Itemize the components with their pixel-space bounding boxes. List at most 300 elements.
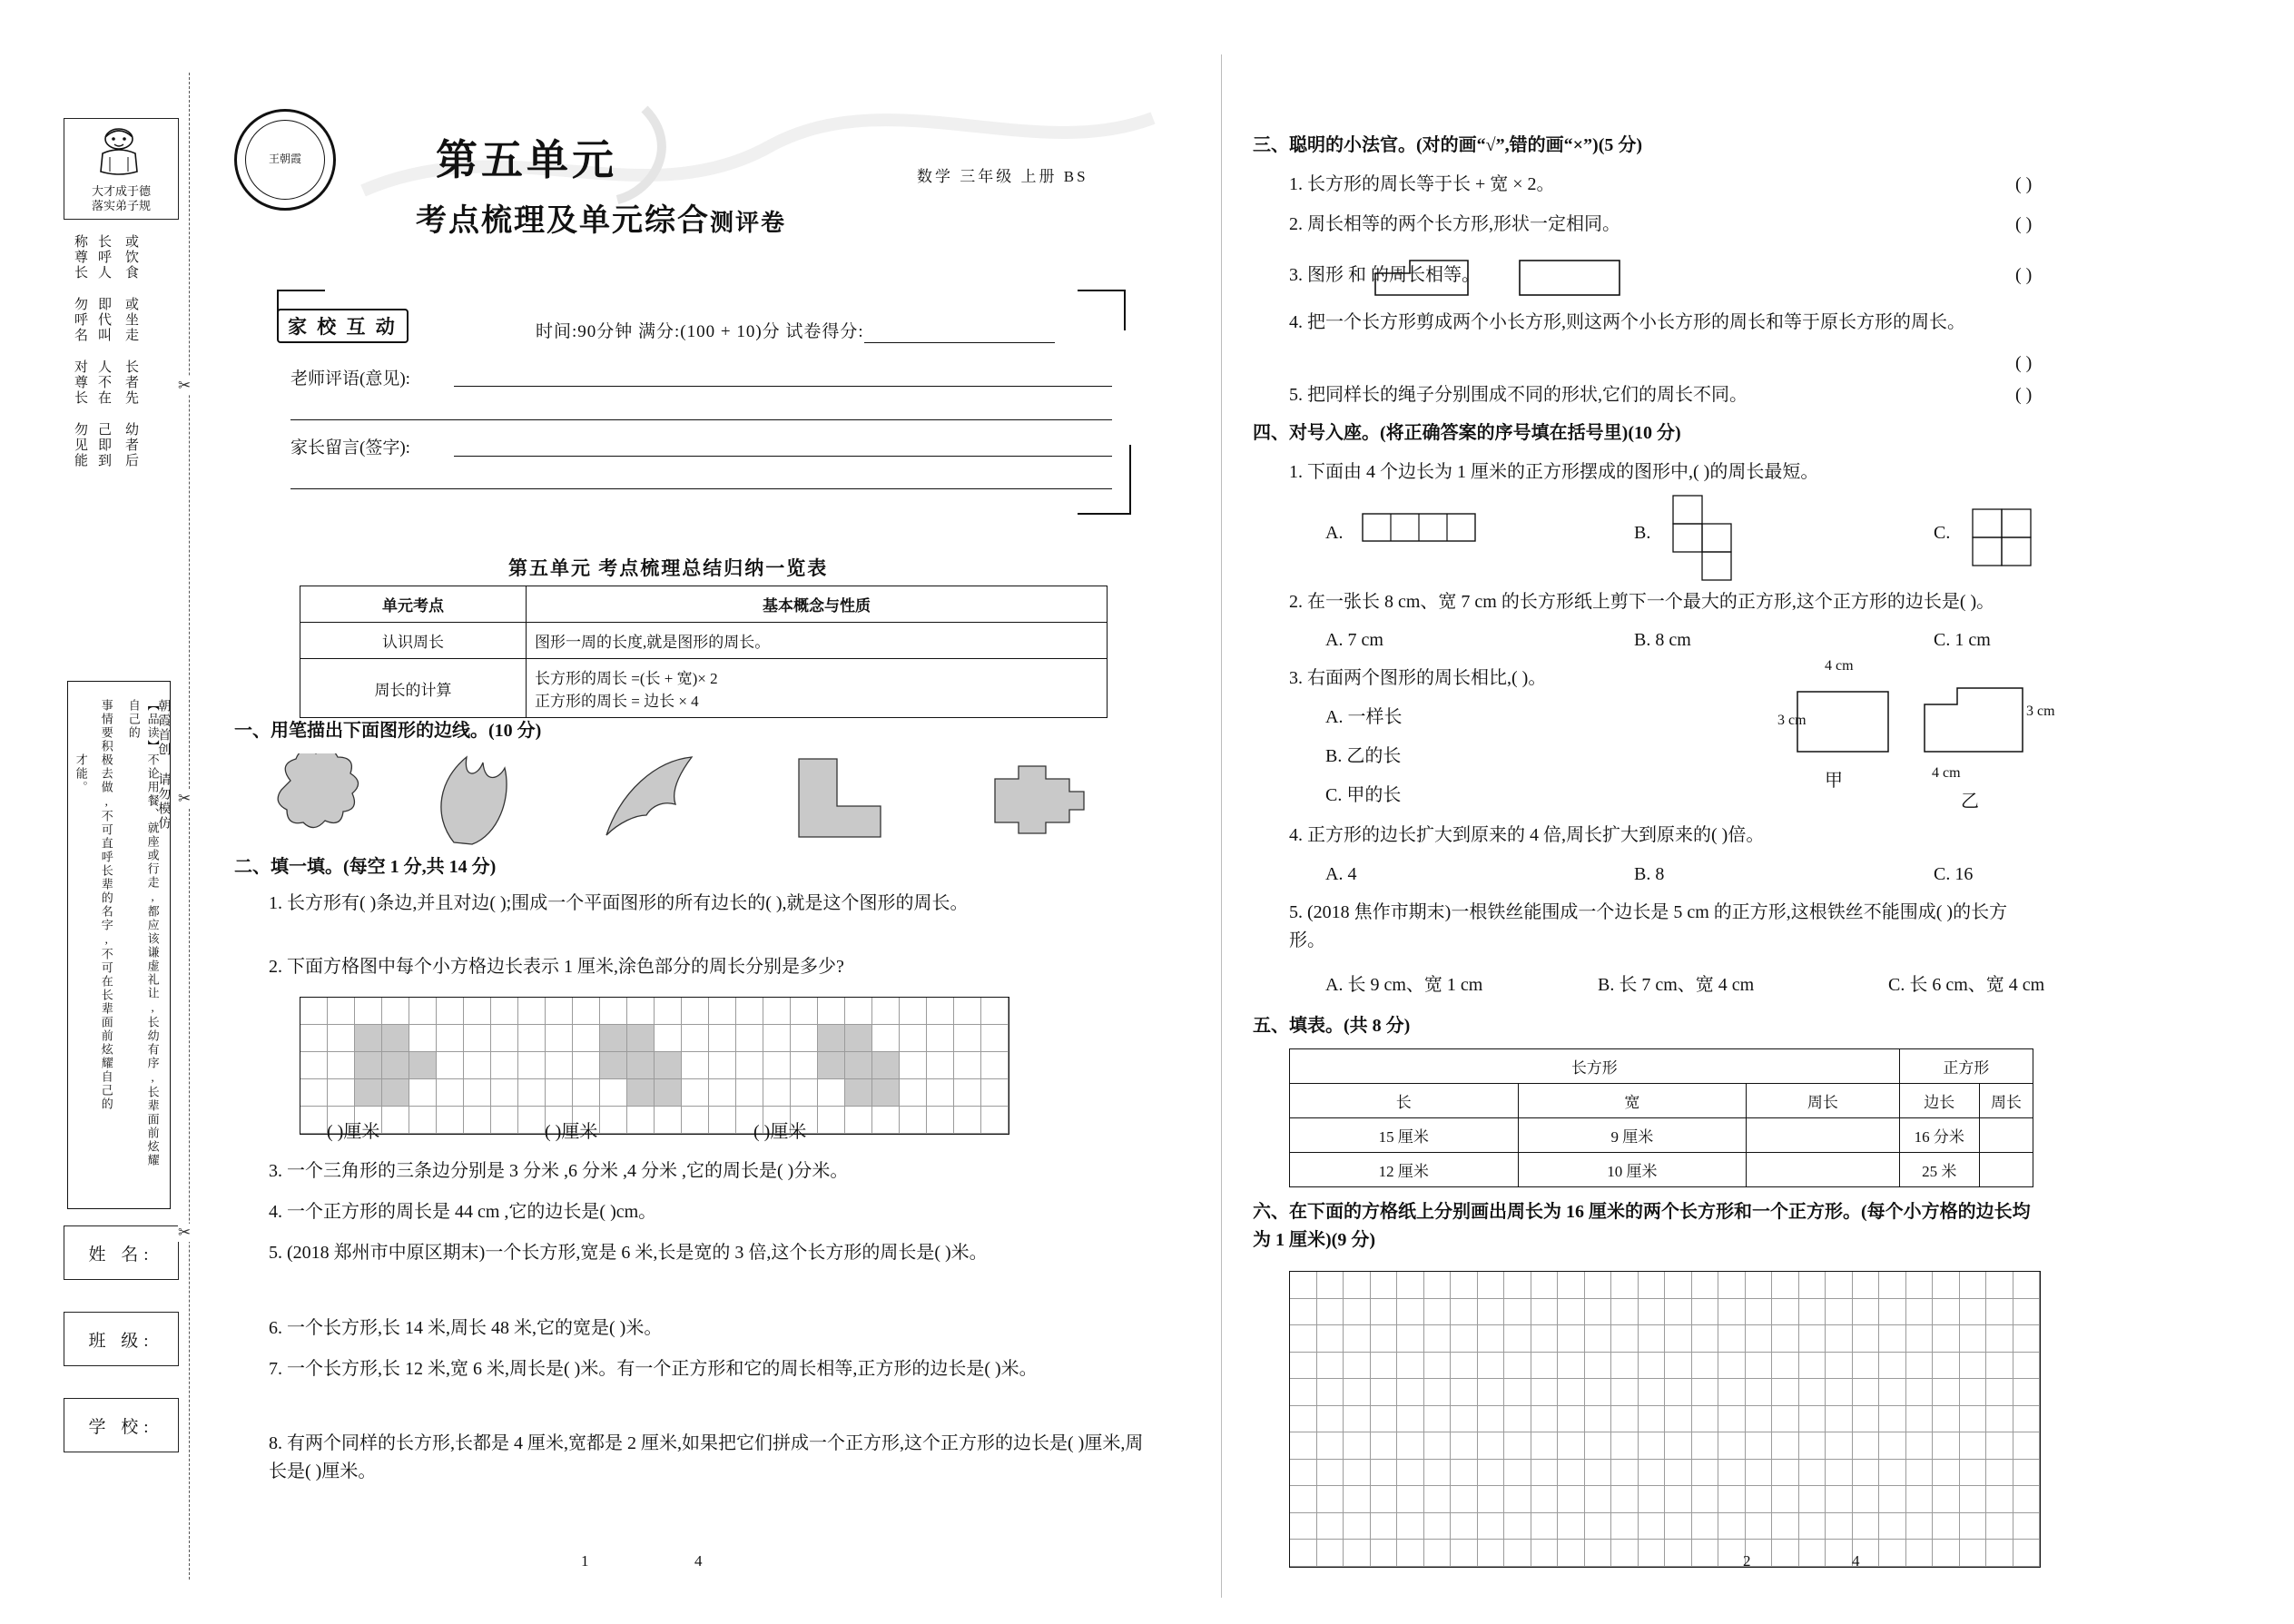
table-row xyxy=(1290,1153,2033,1187)
grid-cell xyxy=(1424,1513,1452,1540)
grid-cell xyxy=(709,1052,736,1079)
grid-cell xyxy=(655,1025,682,1052)
teacher-comment-label: 老师评语(意见): xyxy=(290,369,410,389)
strip-quote-frame xyxy=(67,681,171,1209)
grid-cell xyxy=(1933,1353,1960,1380)
grid-cell xyxy=(627,1025,655,1052)
grid-cell xyxy=(1933,1325,1960,1353)
sec4-q3-opt-c[interactable]: C. 甲的长 xyxy=(1325,785,1402,805)
teacher-comment-line-1[interactable] xyxy=(454,386,1112,387)
grid-cell xyxy=(1906,1432,1934,1460)
grid-cell xyxy=(1290,1432,1317,1460)
grid-cell xyxy=(1478,1272,1505,1299)
col-header-width: 宽 xyxy=(1518,1084,1747,1118)
grid-cell xyxy=(1986,1353,2013,1380)
grid-cell xyxy=(1317,1406,1344,1433)
grid-cell xyxy=(791,998,818,1025)
grid-cell xyxy=(791,1025,818,1052)
scissors-icon: ✂ xyxy=(178,1224,192,1241)
grid-cell xyxy=(1504,1353,1531,1380)
grid-cell xyxy=(1558,1272,1585,1299)
grid-cell xyxy=(2013,1353,2041,1380)
grid-cell xyxy=(1397,1406,1424,1433)
grid-cell xyxy=(464,998,491,1025)
sec4-q3: 3. 右面两个图形的周长相比,( )。 xyxy=(1289,668,1547,688)
corner-ornament xyxy=(1076,436,1139,517)
grid-cell xyxy=(1344,1406,1371,1433)
r2c5[interactable] xyxy=(1979,1153,2033,1187)
sec4-q4-opt-a[interactable]: A. 4 xyxy=(1325,864,1357,884)
grid-cell xyxy=(1451,1486,1478,1513)
grid-cell xyxy=(1879,1513,1906,1540)
table-row xyxy=(1290,1049,2033,1084)
grid-cell xyxy=(1531,1272,1559,1299)
grid-cell xyxy=(1290,1540,1317,1567)
grid-cell xyxy=(655,1079,682,1107)
grid-cell xyxy=(1853,1353,1880,1380)
grid-cell xyxy=(954,1079,981,1107)
grid-cell xyxy=(1344,1325,1371,1353)
grid-cell xyxy=(1692,1379,1719,1406)
sec2-item-3: 3. 一个三角形的三条边分别是 3 分米 ,6 分米 ,4 分米 ,它的周长是( )分米。 xyxy=(269,1161,849,1181)
grid-cell xyxy=(1585,1272,1612,1299)
figure-yi-label-bottom: 4 cm xyxy=(1932,765,1961,781)
table-row xyxy=(1290,1118,2033,1153)
grid-cell xyxy=(1960,1406,1987,1433)
figure-jia-label-top: 4 cm xyxy=(1825,658,1854,674)
grid-cell xyxy=(1799,1299,1826,1326)
table-row xyxy=(300,586,1108,623)
grid-cell xyxy=(464,1052,491,1079)
grid-cell xyxy=(573,1052,600,1079)
r1c3[interactable] xyxy=(1747,1118,1899,1153)
grid-cell xyxy=(1371,1353,1398,1380)
grid-cell xyxy=(1879,1299,1906,1326)
grid-cell xyxy=(1799,1513,1826,1540)
grid-cell xyxy=(1290,1486,1317,1513)
r1c1: 15 厘米 xyxy=(1290,1118,1519,1153)
grid-cell xyxy=(1611,1353,1639,1380)
grid-cell xyxy=(1718,1353,1746,1380)
brand-seal xyxy=(234,109,336,211)
logo-caption: 大才成于德 落实弟子规 xyxy=(91,184,151,213)
grid-cell xyxy=(355,1079,382,1107)
sec3-bracket-5[interactable]: ( ) xyxy=(2015,385,2033,405)
grid-cell xyxy=(1746,1460,1773,1487)
grid-cell xyxy=(1665,1486,1692,1513)
field-name[interactable]: 姓 名: xyxy=(64,1225,179,1280)
grid-cell xyxy=(1986,1540,2013,1567)
grid-cell xyxy=(1317,1432,1344,1460)
grid-cell xyxy=(1611,1513,1639,1540)
grid-cell xyxy=(1772,1406,1799,1433)
grid-cell xyxy=(1906,1540,1934,1567)
grid-cell xyxy=(736,998,763,1025)
grid-cell xyxy=(1585,1460,1612,1487)
grid-cell xyxy=(2013,1513,2041,1540)
sec4-q5: 5. (2018 焦作市期末)一根铁丝能围成一个边长是 5 cm 的正方形,这根铁丝不能围成( )的长方形。 xyxy=(1289,902,2008,950)
grid-cell xyxy=(1692,1272,1719,1299)
grid-cell xyxy=(1344,1513,1371,1540)
grid-cell xyxy=(573,1079,600,1107)
field-school[interactable]: 学 校: xyxy=(64,1398,179,1452)
grid-cell xyxy=(845,998,872,1025)
grid-cell xyxy=(1504,1432,1531,1460)
r2c1: 12 厘米 xyxy=(1290,1153,1519,1187)
grid-cell xyxy=(1826,1513,1853,1540)
grid-cell xyxy=(709,1107,736,1134)
grid-cell xyxy=(1585,1406,1612,1433)
grid-cell xyxy=(1692,1513,1719,1540)
page-subtitle-main: 考点梳理及单元综合 xyxy=(416,204,710,238)
grid-cell xyxy=(1478,1353,1505,1380)
grid-cell xyxy=(1986,1513,2013,1540)
grid-cell xyxy=(1799,1353,1826,1380)
grid-cell xyxy=(1531,1432,1559,1460)
sec3-bracket-1[interactable]: ( ) xyxy=(2015,174,2033,194)
grid-cell xyxy=(1772,1432,1799,1460)
sec3-bracket-2[interactable]: ( ) xyxy=(2015,214,2033,234)
grid-cell xyxy=(1478,1299,1505,1326)
grid-cell xyxy=(1371,1540,1398,1567)
grid-cell xyxy=(1826,1325,1853,1353)
kp-row1-key: 认识周长 xyxy=(300,623,527,659)
grid-cell xyxy=(682,1052,709,1079)
grid-cell xyxy=(872,1107,900,1134)
left-strip xyxy=(64,118,177,1167)
grid-cell xyxy=(1290,1513,1317,1540)
grid-cell xyxy=(1585,1486,1612,1513)
grid-cell xyxy=(954,1025,981,1052)
teacher-comment-line-2[interactable] xyxy=(290,419,1112,420)
grid-cell xyxy=(518,1107,546,1134)
sec4-q3-opt-b[interactable]: B. 乙的长 xyxy=(1325,746,1402,766)
grid-cell xyxy=(2013,1299,2041,1326)
sec4-q4-opt-b[interactable]: B. 8 xyxy=(1634,864,1665,884)
grid-cell xyxy=(1799,1540,1826,1567)
grid-cell xyxy=(1611,1379,1639,1406)
grid-cell xyxy=(1718,1540,1746,1567)
grid-cell xyxy=(409,998,437,1025)
grid-cell xyxy=(491,1052,518,1079)
grid-cell xyxy=(1478,1406,1505,1433)
grid-cell xyxy=(1960,1299,1987,1326)
grid-cell xyxy=(382,1079,409,1107)
grid-cell xyxy=(1692,1406,1719,1433)
grid-cell xyxy=(954,998,981,1025)
grid-cell xyxy=(1611,1299,1639,1326)
grid-cell xyxy=(1746,1432,1773,1460)
grid-cell xyxy=(1371,1325,1398,1353)
grid-cell xyxy=(682,998,709,1025)
scissors-icon: ✂ xyxy=(178,377,192,394)
scissors-icon: ✂ xyxy=(178,790,192,807)
grid-cell xyxy=(709,1079,736,1107)
exam-info-text: 时间:90分钟 满分:(100 + 10)分 试卷得分: xyxy=(536,322,864,341)
shape-bird xyxy=(599,752,704,851)
grid-cell xyxy=(546,1052,573,1079)
grid-cell xyxy=(1558,1486,1585,1513)
grid-cell xyxy=(409,1052,437,1079)
grid-cell xyxy=(491,998,518,1025)
grid-cell xyxy=(328,998,355,1025)
grid-cell xyxy=(818,1107,845,1134)
grid-cell xyxy=(1558,1379,1585,1406)
grid-cell xyxy=(1960,1432,1987,1460)
grid-cell xyxy=(1397,1272,1424,1299)
grid-cell xyxy=(1718,1486,1746,1513)
grid-cell xyxy=(1371,1406,1398,1433)
grid-cell xyxy=(763,1052,791,1079)
parent-note-line-2[interactable] xyxy=(290,488,1112,489)
grid-cell xyxy=(1451,1325,1478,1353)
grid-cell xyxy=(1317,1379,1344,1406)
kp-row2-val xyxy=(527,659,1108,718)
grid-cell xyxy=(1344,1432,1371,1460)
grid-cell xyxy=(1424,1272,1452,1299)
exam-info-line xyxy=(536,318,1055,343)
page-total-right: 4 xyxy=(1852,1552,1860,1570)
grid-cell xyxy=(818,1079,845,1107)
grid-cell xyxy=(573,998,600,1025)
option-b-figure xyxy=(1672,495,1736,584)
grid-cell xyxy=(300,998,328,1025)
grid-cell xyxy=(627,998,655,1025)
sec4-q2-opt-b[interactable]: B. 8 cm xyxy=(1634,630,1691,650)
sec4-q1-opt-c[interactable]: C. xyxy=(1934,523,1951,543)
grid-cell xyxy=(1692,1460,1719,1487)
grid-cell xyxy=(1397,1325,1424,1353)
grid-cell xyxy=(1665,1299,1692,1326)
page-number-right: 2 xyxy=(1743,1552,1751,1570)
grid-cell xyxy=(1639,1513,1666,1540)
grid-cell xyxy=(1317,1299,1344,1326)
grid-cell xyxy=(1879,1486,1906,1513)
grid-cell xyxy=(1371,1272,1398,1299)
option-c-figure xyxy=(1972,508,2035,570)
strip-col-5: 朝霞首创 请勿模仿 xyxy=(156,699,171,831)
r2c3[interactable] xyxy=(1747,1153,1899,1187)
grid-cell xyxy=(1692,1325,1719,1353)
score-blank[interactable] xyxy=(864,322,1055,343)
grid-cell xyxy=(1639,1540,1666,1567)
grid-cell xyxy=(2013,1540,2041,1567)
grid-cell xyxy=(1558,1325,1585,1353)
grid-cell xyxy=(818,998,845,1025)
grid-cell xyxy=(1585,1432,1612,1460)
grid-cell xyxy=(1960,1486,1987,1513)
grid-cell xyxy=(736,1025,763,1052)
grid-cell xyxy=(2013,1379,2041,1406)
grid-cell xyxy=(1290,1406,1317,1433)
figure-yi-name: 乙 xyxy=(1961,792,1979,812)
grid-cell xyxy=(1558,1460,1585,1487)
grid-cell xyxy=(1451,1513,1478,1540)
grid-cell xyxy=(1772,1325,1799,1353)
grid-cell xyxy=(1960,1540,1987,1567)
grid-cell xyxy=(1826,1299,1853,1326)
grid-cell xyxy=(600,1079,627,1107)
sec4-q5-opt-b[interactable]: B. 长 7 cm、宽 4 cm xyxy=(1598,975,1755,995)
grid-cell xyxy=(1665,1513,1692,1540)
page-number-left: 1 xyxy=(581,1552,589,1570)
grid-cell xyxy=(1639,1486,1666,1513)
grid-cell xyxy=(546,1025,573,1052)
kp-row1-val: 图形一周的长度,就是图形的周长。 xyxy=(527,623,1108,659)
grid-cell xyxy=(1478,1379,1505,1406)
strip-col-6: 【品读】不论用餐、就座或行走,都应该谦虚礼让,长幼有序,长辈面前炫耀自己的 xyxy=(126,699,160,1167)
grid-cell xyxy=(1451,1460,1478,1487)
fold-line xyxy=(189,73,190,1580)
grid-cell xyxy=(491,1107,518,1134)
grid-cell xyxy=(1344,1460,1371,1487)
grid-cell xyxy=(1344,1353,1371,1380)
option-a-figure xyxy=(1362,513,1480,544)
grid-cell xyxy=(1639,1325,1666,1353)
grid-cell xyxy=(791,1052,818,1079)
field-class[interactable]: 班 级: xyxy=(64,1312,179,1366)
sec2-item-1: 1. 长方形有( )条边,并且对边( );围成一个平面图形的所有边长的( ),就是这个图形的周长。 xyxy=(269,893,969,913)
col-header-side: 边长 xyxy=(1899,1084,1979,1118)
sec3-item-2: 2. 周长相等的两个长方形,形状一定相同。 xyxy=(1289,214,1620,234)
strip-col-1: 称尊长 勿呼名 对尊长 勿见能 xyxy=(73,234,87,468)
sec3-bracket-4[interactable]: ( ) xyxy=(2015,353,2033,373)
grid-cell xyxy=(1933,1486,1960,1513)
grid-cell xyxy=(382,1025,409,1052)
grid-cell xyxy=(1772,1353,1799,1380)
grid-cell xyxy=(1772,1486,1799,1513)
grid-cell xyxy=(1424,1406,1452,1433)
grid-cell xyxy=(300,1079,328,1107)
grid-cell xyxy=(1371,1432,1398,1460)
grid-cell xyxy=(927,1052,954,1079)
grid-cell xyxy=(546,1079,573,1107)
sec4-q4: 4. 正方形的边长扩大到原来的 4 倍,周长扩大到原来的( )倍。 xyxy=(1289,825,1765,845)
grid-cell xyxy=(1718,1432,1746,1460)
grid-cell xyxy=(1746,1353,1773,1380)
grid-cell xyxy=(1611,1432,1639,1460)
grid-cell xyxy=(1531,1513,1559,1540)
grid-cell xyxy=(1639,1299,1666,1326)
grid-cell xyxy=(1585,1325,1612,1353)
grid-cell xyxy=(927,998,954,1025)
grid-cell xyxy=(1906,1299,1934,1326)
sec4-q5-opt-c[interactable]: C. 长 6 cm、宽 4 cm xyxy=(1888,975,2045,995)
grid-cell xyxy=(382,1107,409,1134)
grid-cell xyxy=(1718,1513,1746,1540)
grid-cell xyxy=(927,1079,954,1107)
grid-cell xyxy=(1344,1540,1371,1567)
grid-cell xyxy=(1692,1299,1719,1326)
sec4-q3-opt-a[interactable]: A. 一样长 xyxy=(1325,707,1403,727)
figure-jia-name: 甲 xyxy=(1825,771,1843,791)
grid-cell xyxy=(1746,1272,1773,1299)
grid-cell xyxy=(1826,1272,1853,1299)
page-subtitle xyxy=(416,195,786,240)
grid-cell xyxy=(1424,1486,1452,1513)
grid-cell xyxy=(1639,1432,1666,1460)
sec4-q1-opt-a[interactable]: A. xyxy=(1325,523,1344,543)
sec4-q2-opt-a[interactable]: A. 7 cm xyxy=(1325,630,1383,650)
sec4-q1-opt-b[interactable]: B. xyxy=(1634,523,1651,543)
grid-cell xyxy=(627,1052,655,1079)
grid-cell xyxy=(1799,1432,1826,1460)
r1c5[interactable] xyxy=(1979,1118,2033,1153)
grid-cell xyxy=(1933,1460,1960,1487)
grid-cell xyxy=(1692,1353,1719,1380)
grid-cell xyxy=(1933,1272,1960,1299)
grid-cell xyxy=(1344,1299,1371,1326)
grid-cell xyxy=(954,1107,981,1134)
grid-cell xyxy=(1504,1325,1531,1353)
drawing-grid[interactable] xyxy=(1289,1271,2041,1568)
grid-cell xyxy=(1504,1460,1531,1487)
grid-cell xyxy=(1746,1406,1773,1433)
grid-cell xyxy=(763,998,791,1025)
grid-cell xyxy=(518,1079,546,1107)
grid-cell xyxy=(464,1025,491,1052)
shape-leaf xyxy=(427,752,527,851)
sec4-q2-opt-c[interactable]: C. 1 cm xyxy=(1934,630,1991,650)
grid-cell xyxy=(1933,1406,1960,1433)
sec2-item-2: 2. 下面方格图中每个小方格边长表示 1 厘米,涂色部分的周长分别是多少? xyxy=(269,957,844,977)
grid-cell xyxy=(1424,1325,1452,1353)
grid-cell xyxy=(409,1079,437,1107)
sec4-q5-opt-a[interactable]: A. 长 9 cm、宽 1 cm xyxy=(1325,975,1483,995)
grid-cell xyxy=(981,1052,1009,1079)
grid-cell xyxy=(1611,1272,1639,1299)
shaded-grid-figure xyxy=(300,997,1009,1135)
grid-cell xyxy=(1853,1460,1880,1487)
grid-cell xyxy=(1986,1325,2013,1353)
sec4-q4-opt-c[interactable]: C. 16 xyxy=(1934,864,1974,884)
grid-cell xyxy=(1478,1325,1505,1353)
sec2-item-5: 5. (2018 郑州市中原区期末)一个长方形,宽是 6 米,长是宽的 3 倍,这个长方形的周长是( )米。 xyxy=(269,1243,988,1263)
grid-cell xyxy=(1424,1432,1452,1460)
grid-cell xyxy=(1746,1486,1773,1513)
grid-cell xyxy=(1611,1540,1639,1567)
grid-cell xyxy=(818,1025,845,1052)
grid-cell xyxy=(1504,1406,1531,1433)
shape-cross xyxy=(989,761,1089,842)
sec3-bracket-3[interactable]: ( ) xyxy=(2015,265,2033,285)
sec3-item-1: 1. 长方形的周长等于长 + 宽 × 2。 xyxy=(1289,174,1555,194)
grid-cell xyxy=(437,1025,464,1052)
grid-cell xyxy=(1397,1379,1424,1406)
grid-cell xyxy=(1451,1540,1478,1567)
grid-cell xyxy=(2013,1486,2041,1513)
grid-cell xyxy=(872,1079,900,1107)
grid-cell xyxy=(682,1107,709,1134)
grid-cell xyxy=(872,1025,900,1052)
grid-cell xyxy=(1397,1460,1424,1487)
grid-cell xyxy=(1397,1353,1424,1380)
sec4-q2: 2. 在一张长 8 cm、宽 7 cm 的长方形纸上剪下一个最大的正方形,这个正方形的边长是( )。 xyxy=(1289,592,1995,612)
grid-cell xyxy=(1692,1486,1719,1513)
grid-cell xyxy=(1879,1432,1906,1460)
grid-cell xyxy=(1826,1353,1853,1380)
grid-cell xyxy=(1317,1540,1344,1567)
grid-cell xyxy=(954,1052,981,1079)
r2c4: 25 米 xyxy=(1899,1153,1979,1187)
parent-note-line-1[interactable] xyxy=(454,456,1112,457)
grid-cell xyxy=(845,1025,872,1052)
grid-cell xyxy=(464,1079,491,1107)
grid-cell xyxy=(1585,1353,1612,1380)
strip-col-7: 事情要积极去做,不可直呼长辈的名字,不可在长辈面前炫耀自己的 xyxy=(99,699,113,1111)
grid-cell xyxy=(1772,1272,1799,1299)
grid-cell xyxy=(1718,1379,1746,1406)
